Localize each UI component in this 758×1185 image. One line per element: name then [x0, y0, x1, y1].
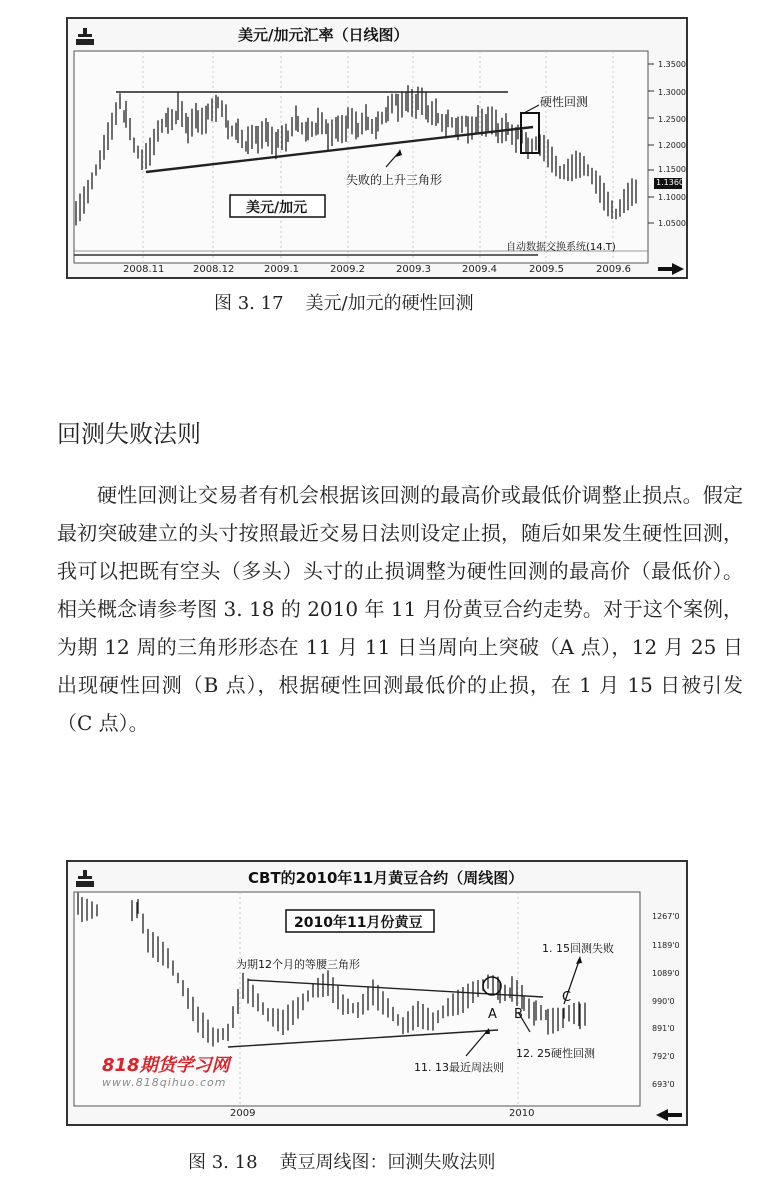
figure-1-caption-text: 美元/加元的硬性回测: [305, 293, 474, 314]
body-paragraph: 硬性回测让交易者有机会根据该回测的最高价或最低价调整止损点。假定最初突破建立的头寸按照最近交易日法则设定止损，随后如果发生硬性回测，我可以把既有空头（多头）头寸的止损调整为硬性回测的最高价（最低价）。相关概念请参考图 3. 18 的 2010 年 11 月份黄豆合约走势。对于这个案例，为期 12 周的三角形形态在 11 月 11 日当周向上突破（A 点），12 月 25 日出现硬性回测（B 点），根据硬性回测最低价的止损，在 1 月 15 日被引发（C 点）。: [57, 483, 743, 735]
x-tick-label: 2009.1: [264, 264, 299, 275]
y-tick-label: 891'0: [652, 1024, 675, 1033]
y-tick-label: 1.3500: [658, 60, 686, 69]
y-tick-label: 792'0: [652, 1052, 675, 1061]
figure-2-chart: [66, 860, 688, 1126]
figure-2-caption-text: 黄豆周线图：回测失败法则: [279, 1152, 496, 1173]
section-heading: 回测失败法则: [57, 420, 201, 448]
x-tick-label: 2009.4: [462, 264, 497, 275]
figure-1-title: 美元/加元汇率（日线图）: [238, 26, 409, 44]
y-tick-label: 1267'0: [652, 912, 680, 921]
y-tick-label: 1.2500: [658, 115, 686, 124]
figure-2-title: CBT的2010年11月黄豆合约（周线图）: [248, 869, 524, 887]
retest-annotation: 硬性回测: [540, 95, 589, 109]
y-tick-label: 1.2000: [658, 141, 686, 150]
retest-annotation: 12. 25硬性回测: [516, 1047, 595, 1060]
x-tick-label: 2009.6: [596, 264, 631, 275]
x-tick-label: 2009.3: [396, 264, 431, 275]
watermark-title: 818期货学习网: [102, 1055, 230, 1076]
watermark-url: www.818qihuo.com: [102, 1076, 227, 1089]
logo-icon: [74, 868, 96, 890]
fail-annotation: 1. 15回测失败: [542, 942, 614, 955]
figure-2-caption: [188, 1148, 496, 1174]
figure-1-caption-number: 图 3. 17: [214, 293, 284, 314]
triangle-annotation: 失败的上升三角形: [346, 173, 443, 187]
x-tick-label: 2009: [230, 1108, 256, 1119]
x-tick-label: 2009.5: [529, 264, 564, 275]
y-tick-label: 1.1500: [658, 165, 686, 174]
x-tick-label: 2009.2: [330, 264, 365, 275]
triangle-annotation: 为期12个月的等腰三角形: [236, 958, 360, 971]
y-tick-label: 1.1000: [658, 193, 686, 202]
last-price-label: 1.1360: [656, 178, 684, 187]
logo-icon: [74, 26, 96, 48]
x-tick-label: 2008.11: [123, 264, 165, 275]
x-tick-label: 2008.12: [193, 264, 235, 275]
y-tick-label: 1189'0: [652, 941, 680, 950]
figure-2-caption-number: 图 3. 18: [188, 1152, 258, 1173]
x-tick-label: 2010: [509, 1108, 535, 1119]
watermark: [102, 1056, 230, 1089]
figure-2-label-text: 2010年11月份黄豆: [294, 915, 423, 931]
y-tick-label: 1089'0: [652, 969, 680, 978]
figure-1-label-text: 美元/加元: [246, 200, 308, 216]
point-b-label: B: [514, 1007, 523, 1022]
y-tick-label: 990'0: [652, 997, 675, 1006]
y-tick-label: 693'0: [652, 1080, 675, 1089]
y-tick-label: 1.0500: [658, 219, 686, 228]
figure-1-chart: [66, 17, 688, 279]
figure-1-caption: [214, 289, 474, 315]
point-c-label: C: [562, 990, 572, 1005]
scroll-left-arrow-icon[interactable]: [656, 1109, 682, 1121]
y-tick-label: 1.3000: [658, 88, 686, 97]
breakout-annotation: 11. 13最近周法则: [414, 1061, 504, 1074]
source-note: 自动数据交换系统(14.T): [506, 242, 616, 253]
point-a-label: A: [488, 1007, 497, 1022]
scroll-right-arrow-icon[interactable]: [658, 263, 684, 275]
